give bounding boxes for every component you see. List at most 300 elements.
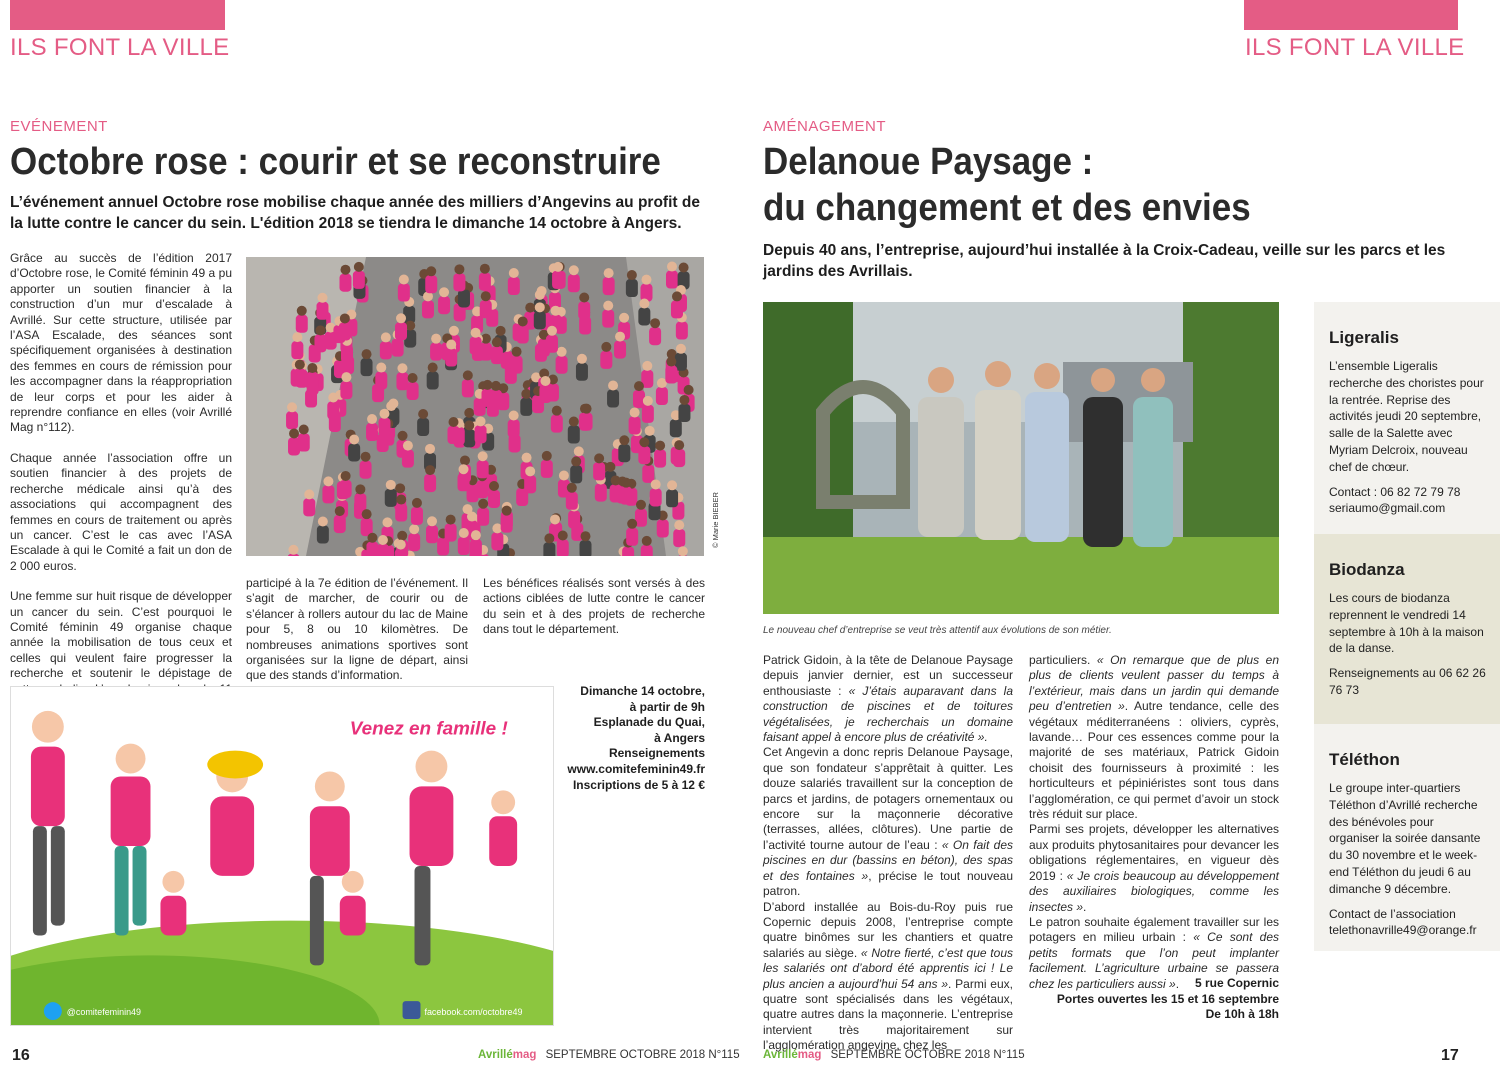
- crowd-head: [601, 342, 611, 352]
- crowd-head: [431, 334, 441, 344]
- crowd-figure: [665, 366, 677, 384]
- crowd-head: [522, 453, 532, 463]
- poster-twitter: @comitefeminin49: [66, 1007, 142, 1018]
- issue-label: SEPTEMBRE OCTOBRE 2018 N°115: [830, 1049, 1025, 1061]
- crowd-head: [362, 509, 372, 519]
- crowd-head: [594, 453, 604, 463]
- crowd-head: [641, 275, 651, 285]
- crowd-figure: [534, 311, 546, 329]
- info-line: Esplanade du Quai,: [593, 715, 705, 730]
- left-column-3: Les bénéfices réalisés sont versés à des actions ciblées de lutte contre le cancer du sein et à des projets de recherche dans tout le département.: [483, 576, 705, 637]
- info-line: Renseignements: [608, 746, 705, 761]
- crowd-figure: [445, 349, 457, 367]
- info-line: De 10h à 18h: [1205, 1007, 1279, 1022]
- brand-suffix: mag: [797, 1049, 822, 1061]
- crowd-figure: [380, 341, 392, 359]
- crowd-head: [396, 540, 406, 550]
- crowd-head: [542, 451, 552, 461]
- crowd-head: [603, 301, 613, 311]
- crowd-head: [621, 478, 631, 488]
- right-column-1: [763, 653, 1013, 1054]
- crowd-head: [512, 347, 522, 357]
- crowd-figure: [426, 525, 438, 543]
- crowd-figure: [306, 372, 318, 390]
- crowd-figure: [353, 271, 365, 289]
- crowd-head: [679, 262, 689, 272]
- crowd-head: [426, 266, 436, 276]
- crowd-figure: [602, 310, 614, 328]
- crowd-head: [399, 274, 409, 284]
- crowd-figure: [556, 356, 568, 374]
- crowd-figure: [488, 490, 500, 508]
- crowd-figure: [458, 289, 470, 307]
- crowd-head: [323, 476, 333, 486]
- crowd-head: [349, 434, 359, 444]
- left-paragraph: Chaque année l’association offre un soutien financier à des projets de recherche médicale ainsi qu’à des associations qui accompagnent des femmes en cours de traitement ou après un cancer. C’est le cas avec l’ASA Escalade à qui le Comité a fait un don de 2 000 euros.: [10, 450, 232, 573]
- crowd-figure: [448, 426, 460, 444]
- crowd-head: [509, 410, 519, 420]
- crowd-head: [379, 409, 389, 419]
- crowd-head: [408, 373, 418, 383]
- sidebar-block-text: Renseignements au 06 62 26 76 73: [1329, 666, 1486, 697]
- crowd-head: [386, 480, 396, 490]
- crowd-figure: [666, 271, 678, 289]
- crowd-figure: [340, 480, 352, 498]
- crowd-figure: [366, 542, 378, 556]
- crowd-figure: [638, 446, 650, 464]
- crowd-figure: [463, 429, 475, 447]
- crowd-head: [509, 268, 519, 278]
- crowd-figure: [407, 382, 419, 400]
- crowd-figure: [339, 274, 351, 292]
- crowd-head: [289, 428, 299, 438]
- crowd-figure: [546, 335, 558, 353]
- crowd-figure: [291, 341, 303, 359]
- crowd-head: [439, 287, 449, 297]
- crowd-head: [667, 262, 677, 272]
- right-paragraph: D’abord installée au Bois-du-Roy puis rue Copernic depuis 2008, l’entreprise compte quatre binômes sur les chantiers et quatre salariés au siège. « Notre fierté, c’est que tous les salariés ont d’abord été apprentis ici ! Le plus ancien a aujourd’hui 54 ans ». Parmi eux, quatre sont spécialisés dans les végétaux, quatre autres dans la maçonnerie. L’entreprise intervient très majoritairement sur l’agglomération angevine, chez les: [763, 899, 1013, 1053]
- sidebar-block-text: Contact de l’association telethonavrille49@orange.fr: [1329, 906, 1477, 938]
- section-tab-right: [1244, 0, 1458, 30]
- crowd-figure: [580, 540, 592, 556]
- crowd-head: [292, 332, 302, 342]
- crowd-figure: [642, 405, 654, 423]
- crowd-figure: [303, 498, 315, 516]
- section-title-right: ILS FONT LA VILLE: [1245, 34, 1465, 61]
- crowd-head: [478, 499, 488, 509]
- crowd-figure: [593, 462, 605, 480]
- crowd-head: [409, 524, 419, 534]
- crowd-head: [467, 512, 477, 522]
- crowd-head: [667, 480, 677, 490]
- right-paragraph: Cet Angevin a donc repris Delanoue Paysage, que son fondateur s’apprêtait à quitter. Les douze salariés travaillent sur la conception de parcs et jardins, de potagers ornementaux ou encore sur la maçonnerie décorative (terrasses, allées, clôtures). Une partie de l’activité tourne autour de l’eau : « On fait des piscines en dur (bassins en béton), des spas et des fontaines », précise le tout nouveau patron.: [763, 745, 1013, 899]
- crowd-head: [459, 528, 469, 538]
- crowd-head: [674, 520, 684, 530]
- sidebar-block: [1314, 724, 1500, 951]
- crowd-head: [367, 533, 377, 543]
- crowd-head: [567, 483, 577, 493]
- crowd-head: [655, 441, 665, 451]
- crowd-head: [340, 265, 350, 275]
- crowd-head: [427, 516, 437, 526]
- crowd-figure: [395, 322, 407, 340]
- poster-title: Venez en famille !: [349, 718, 508, 740]
- right-paragraph: Le patron souhaite également travailler sur les potagers en milieu urbain : « Ce sont des petits formats que l’on peut implanter facilement. L’agriculture urbaine se passera chez les particuliers aussi ».: [1029, 914, 1280, 991]
- crowd-head: [627, 270, 637, 280]
- info-line: Dimanche 14 octobre,: [580, 684, 705, 698]
- crowd-figure: [600, 351, 612, 369]
- left-paragraph: Grâce au succès de l’édition 2017 d’Octobre rose, le Comité féminin 49 a pu apporter un soutien financier à la construction d’un mur d’escalade à Avrillé. Sur cette structure, utilisée par l’ASA Escalade, des séances sont spécifiquement organisées à destination des femmes en cours de rémission pour les accompagner dans la réappropriation de leur corps et pour les aider à reprendre confiance en elles (voir Avrillé Mag n°112).: [10, 251, 232, 435]
- crowd-figure: [491, 532, 503, 550]
- crowd-figure: [316, 302, 328, 320]
- crowd-head: [381, 332, 391, 342]
- facebook-icon: [403, 1001, 421, 1019]
- right-headline-line2: du changement et des envies: [763, 187, 1251, 229]
- crowd-figure: [511, 356, 523, 374]
- left-paragraph: Une femme sur huit risque de développer un cancer du sein. C’est pourquoi le Comité féminin 49 organise chaque année la mobilisation de tous ceux et celles qui veulent faire progresser la recherche et soutenir le dépistage de: [10, 589, 232, 681]
- crowd-figure: [568, 510, 580, 528]
- crowd-head: [558, 531, 568, 541]
- crowd-head: [397, 363, 407, 373]
- crowd-figure: [470, 337, 482, 355]
- sidebar-block-text: L’ensemble Ligeralis recherche des choristes pour la rentrée. Reprise des activités jeudi 20 septembre, salle de la Salette avec Myriam Delcroix, nouveau chef de chœur.: [1329, 359, 1484, 474]
- crowd-head: [651, 479, 661, 489]
- crowd-head: [581, 531, 591, 541]
- crowd-figure: [424, 474, 436, 492]
- crowd-head: [446, 340, 456, 350]
- crowd-figure: [322, 485, 334, 503]
- crowd-figure: [348, 443, 360, 461]
- crowd-figure: [477, 460, 489, 478]
- crowd-head: [571, 456, 581, 466]
- crowd-head: [288, 545, 298, 555]
- crowd-head: [307, 363, 317, 373]
- crowd-figure: [417, 418, 429, 436]
- crowd-figure: [638, 307, 650, 325]
- crowd-head: [317, 293, 327, 303]
- section-tab-left: [10, 0, 225, 30]
- crowd-head: [639, 437, 649, 447]
- crowd-figure: [543, 542, 555, 556]
- crowd-figure: [375, 372, 387, 390]
- sidebar-block: [1314, 302, 1500, 534]
- crowd-figure: [578, 301, 590, 319]
- crowd-head: [287, 402, 297, 412]
- crowd-figure: [334, 515, 346, 533]
- crowd-head: [396, 313, 406, 323]
- crowd-figure: [327, 402, 339, 420]
- right-paragraph: particuliers. « On remarque que de plus en plus de clients veulent passer du temps à l’extérieur, mais dans un jardin qui demande peu d’entretien ». Autre tendance, celle des végétaux méditerranéens : oliviers, cyprès, lavande… Pour ces essences comme pour la majorité de ses matériaux, Patrick Gidoin choisit des fournisseurs à proximité : les horticulteurs et pépiniéristes sont tous dans l’agglomération, ce qui permet d’avoir un stock très réduit sur place.: [1029, 653, 1279, 822]
- crowd-figure: [361, 358, 373, 376]
- crowd-figure: [678, 404, 690, 422]
- crowd-head: [378, 535, 388, 545]
- left-column-1: [10, 251, 232, 727]
- crowd-figure: [508, 277, 520, 295]
- crowd-figure: [673, 449, 685, 467]
- crowd-figure: [445, 524, 457, 542]
- brand-suffix: mag: [512, 1049, 537, 1061]
- crowd-head: [425, 444, 435, 454]
- info-line: 5 rue Copernic: [1194, 976, 1279, 990]
- crowd-figure: [385, 489, 397, 507]
- crowd-head: [518, 317, 528, 327]
- crowd-head: [315, 325, 325, 335]
- crowd-head: [582, 404, 592, 414]
- crowd-figure: [340, 381, 352, 399]
- crowd-figure: [607, 390, 619, 408]
- photo-credit: © Marie BIEBER: [711, 492, 720, 548]
- crowd-head: [480, 264, 490, 274]
- crowd-figure: [581, 413, 593, 431]
- crowd-figure: [610, 484, 622, 502]
- sidebar-block-title: Biodanza: [1329, 560, 1405, 579]
- crowd-figure: [430, 343, 442, 361]
- crowd-head: [645, 426, 655, 436]
- crowd-figure: [626, 528, 638, 546]
- crowd-figure: [654, 450, 666, 468]
- info-line: à Angers: [654, 730, 705, 745]
- crowd-head: [678, 546, 688, 556]
- crowd-head: [574, 446, 584, 456]
- crowd-head: [297, 306, 307, 316]
- footer-brand-right: [763, 1049, 1025, 1061]
- photo-caption: Le nouveau chef d’entreprise se veut très attentif aux évolutions de son métier.: [763, 625, 1112, 636]
- crowd-head: [304, 489, 314, 499]
- crowd-head: [328, 393, 338, 403]
- crowd-head: [396, 495, 406, 505]
- crowd-figure: [626, 279, 638, 297]
- crowd-figure: [614, 341, 626, 359]
- crowd-head: [642, 536, 652, 546]
- crowd-head: [643, 396, 653, 406]
- crowd-head: [521, 389, 531, 399]
- crowd-figure: [402, 450, 414, 468]
- crowd-head: [418, 409, 428, 419]
- crowd-head: [483, 380, 493, 390]
- crowd-head: [639, 298, 649, 308]
- crowd-figure: [656, 387, 668, 405]
- crowd-head: [642, 361, 652, 371]
- crowd-figure: [520, 398, 532, 416]
- crowd-figure: [595, 484, 607, 502]
- crowd-figure: [539, 385, 551, 403]
- crowd-figure: [314, 334, 326, 352]
- crowd-figure: [491, 346, 503, 364]
- crowd-head: [449, 417, 459, 427]
- crowd-head: [547, 326, 557, 336]
- team-photo-image: [763, 302, 1279, 614]
- footer-brand-left: [478, 1049, 740, 1061]
- info-line: Inscriptions de 5 à 12 €: [572, 777, 705, 792]
- crowd-head: [412, 498, 422, 508]
- page-number-right: 17: [1441, 1047, 1459, 1064]
- crowd-head: [463, 370, 473, 380]
- left-column-2: participé à la 7e édition de l’événement. Il s’agit de marcher, de courir ou de s’élancer à rollers autour du lac de Maine pour 5, 8 ou 10 kilomètres. De nombreuses animations sportives sont organisées sur la ligne de départ, ainsi que des stands d’information.: [246, 576, 468, 683]
- crowd-figure: [427, 372, 439, 390]
- crowd-head: [608, 381, 618, 391]
- crowd-figure: [438, 296, 450, 314]
- crowd-figure: [568, 425, 580, 443]
- poster-illustration: [11, 687, 553, 1025]
- crowd-head: [634, 381, 644, 391]
- crowd-head: [459, 464, 469, 474]
- sidebar-block-text: Les cours de biodanza reprennent le vendredi 14 septembre à 10h à la maison de la danse.: [1329, 591, 1484, 656]
- crowd-head: [471, 530, 481, 540]
- left-rubric: EVÉNEMENT: [10, 118, 108, 135]
- crowd-head: [481, 291, 491, 301]
- crowd-head: [464, 408, 474, 418]
- crowd-figure: [541, 460, 553, 478]
- twitter-icon: [44, 1002, 62, 1020]
- crowd-figure: [288, 437, 300, 455]
- crowd-figure: [568, 274, 580, 292]
- crowd-head: [540, 376, 550, 386]
- right-rubric: AMÉNAGEMENT: [763, 118, 887, 135]
- crowd-head: [340, 313, 350, 323]
- right-lead: Depuis 40 ans, l’entreprise, aujourd’hui installée à la Croix-Cadeau, veille sur les parcs et les jardins des Avrillais.: [763, 242, 1446, 280]
- crowd-figure: [482, 389, 494, 407]
- crowd-head: [460, 455, 470, 465]
- crowd-figure: [517, 326, 529, 344]
- crowd-head: [674, 440, 684, 450]
- crowd-head: [367, 414, 377, 424]
- crowd-figure: [453, 273, 465, 291]
- crowd-figure: [354, 493, 366, 511]
- crowd-figure: [470, 539, 482, 556]
- brand-name: Avrillé: [763, 1049, 798, 1061]
- poster-facebook: facebook.com/octobre49: [424, 1007, 523, 1018]
- crowd-head: [489, 481, 499, 491]
- info-line: www.comitefeminin49.fr: [567, 761, 705, 776]
- crowd-figure: [650, 488, 662, 506]
- crowd-figure: [411, 507, 423, 525]
- crowd-head: [650, 318, 660, 328]
- crowd-head: [398, 431, 408, 441]
- crowd-head: [428, 363, 438, 373]
- crowd-head: [341, 372, 351, 382]
- crowd-figure: [557, 540, 569, 556]
- crowd-head: [299, 424, 309, 434]
- crowd-figure: [378, 418, 390, 436]
- right-paragraph: Patrick Gidoin, à la tête de Delanoue Paysage depuis janvier dernier, est un successeur enthousiaste : « J’étais auparavant dans la construction de piscines et de toitures végétalisées, je recherchais un domaine faisant appel à encore plus de créativité ».: [763, 653, 1013, 745]
- crowd-head: [446, 515, 456, 525]
- crowd-head: [611, 475, 621, 485]
- crowd-figure: [508, 419, 520, 437]
- crowd-head: [684, 385, 694, 395]
- crowd-figure: [458, 537, 470, 555]
- info-line: Portes ouvertes les 15 et 16 septembre: [1056, 991, 1279, 1006]
- crowd-figure: [618, 444, 630, 462]
- crowd-head: [386, 401, 396, 411]
- crowd-figure: [641, 545, 653, 556]
- crowd-head: [464, 420, 474, 430]
- crowd-head: [619, 313, 629, 323]
- crowd-figure: [462, 379, 474, 397]
- sidebar-block-text: Le groupe inter-quartiers Téléthon d’Avrillé recherche des bénévoles pour organiser la soirée dansante du 30 novembre et le week-end Téléthon du jeudi 6 au dimanche 9 décembre.: [1329, 781, 1481, 896]
- left-headline: Octobre rose : courir et se reconstruire: [10, 141, 661, 183]
- crowd-head: [535, 290, 545, 300]
- team-photo: [763, 302, 1279, 614]
- info-line: à partir de 9h: [629, 699, 705, 714]
- crowd-figure: [642, 465, 654, 483]
- crowd-head: [636, 500, 646, 510]
- crowd-figure: [296, 315, 308, 333]
- crowd-head: [577, 354, 587, 364]
- crowd-figure: [671, 300, 683, 318]
- crowd-head: [615, 332, 625, 342]
- sidebar-block-title: Téléthon: [1329, 750, 1400, 769]
- right-column-2: [1029, 653, 1279, 992]
- crowd-head: [425, 465, 435, 475]
- crowd-figure: [620, 487, 632, 505]
- crowd-head: [630, 407, 640, 417]
- crowd-figure: [570, 465, 582, 483]
- issue-label: SEPTEMBRE OCTOBRE 2018 N°115: [545, 1049, 740, 1061]
- crowd-figure: [477, 508, 489, 526]
- crowd-figure: [476, 480, 488, 498]
- crowd-head: [335, 506, 345, 516]
- crowd-head: [672, 291, 682, 301]
- crowd-figure: [676, 322, 688, 340]
- crowd-figure: [551, 415, 563, 433]
- crowd-figure: [395, 504, 407, 522]
- crowd-figure: [286, 411, 298, 429]
- left-event-info: [560, 684, 705, 793]
- crowd-figure: [317, 526, 329, 544]
- crowd-figure: [673, 529, 685, 547]
- crowd-figure: [501, 515, 513, 533]
- crowd-head: [397, 531, 407, 541]
- crowd-head: [525, 466, 535, 476]
- crowd-head: [666, 357, 676, 367]
- event-poster: [10, 686, 554, 1026]
- crowd-figure: [339, 322, 351, 340]
- crowd-head: [679, 395, 689, 405]
- crowd-figure: [475, 425, 487, 443]
- right-headline-line1: Delanoue Paysage :: [763, 141, 1094, 183]
- crowd-figure: [392, 339, 404, 357]
- crowd-head: [449, 326, 459, 336]
- crowd-head: [476, 416, 486, 426]
- crowd-figure: [566, 492, 578, 510]
- crowd-figure: [479, 273, 491, 291]
- crowd-head: [502, 506, 512, 516]
- page-number-left: 16: [12, 1047, 30, 1064]
- section-title-left: ILS FONT LA VILLE: [10, 34, 230, 61]
- crowd-head: [559, 470, 569, 480]
- crowd-head: [341, 471, 351, 481]
- crowd-head: [605, 462, 615, 472]
- crowd-head: [619, 435, 629, 445]
- crowd-head: [478, 451, 488, 461]
- crowd-figure: [666, 489, 678, 507]
- crowd-figure: [294, 369, 306, 387]
- crowd-head: [471, 328, 481, 338]
- crowd-figure: [657, 520, 669, 538]
- crowd-head: [361, 452, 371, 462]
- crowd-figure: [360, 461, 372, 479]
- crowd-figure: [603, 277, 615, 295]
- sidebar-block-title: Ligeralis: [1329, 328, 1399, 347]
- crowd-head: [362, 349, 372, 359]
- crowd-photo-image: [246, 257, 704, 556]
- crowd-head: [496, 326, 506, 336]
- crowd-figure: [670, 419, 682, 437]
- crowd-figure: [629, 416, 641, 434]
- sidebar-block: [1314, 534, 1500, 724]
- crowd-head: [579, 292, 589, 302]
- crowd-head: [376, 363, 386, 373]
